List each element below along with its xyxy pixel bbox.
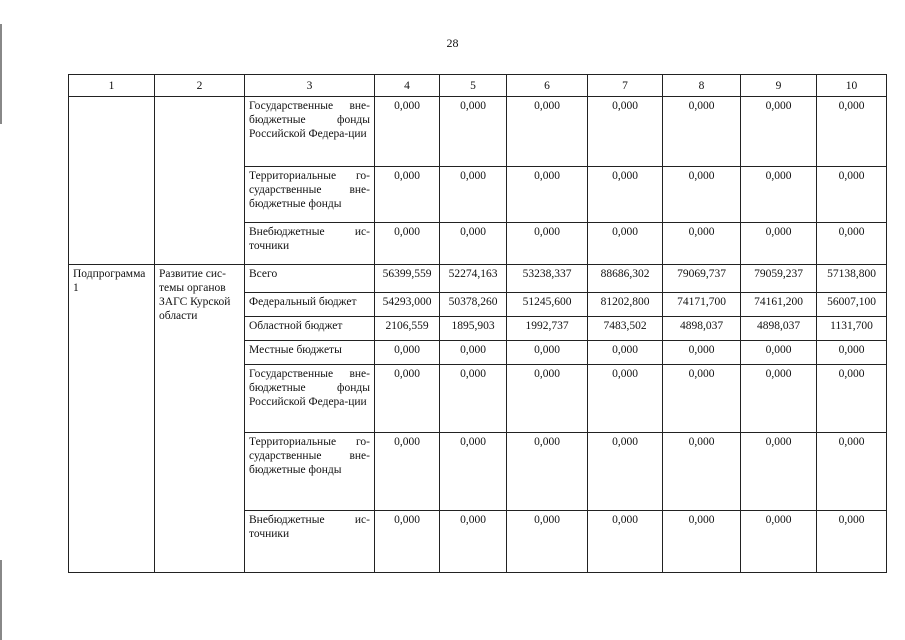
- value-cell: 0,000: [375, 167, 440, 223]
- column-header: 4: [375, 75, 440, 97]
- value-cell: 81202,800: [588, 293, 663, 317]
- name-cell-empty: [155, 97, 245, 265]
- row-label: Всего: [245, 265, 375, 293]
- row-label: Государственные вне-бюджетные фонды Российской Федера-ции: [245, 97, 375, 167]
- value-cell: 0,000: [440, 167, 507, 223]
- value-cell: 0,000: [741, 223, 817, 265]
- value-cell: 0,000: [817, 167, 887, 223]
- value-cell: 0,000: [817, 223, 887, 265]
- value-cell: 0,000: [817, 365, 887, 433]
- value-cell: 1992,737: [507, 317, 588, 341]
- value-cell: 0,000: [440, 511, 507, 573]
- column-header: 6: [507, 75, 588, 97]
- value-cell: 1895,903: [440, 317, 507, 341]
- value-cell: 0,000: [375, 223, 440, 265]
- row-label: Местные бюджеты: [245, 341, 375, 365]
- column-header: 3: [245, 75, 375, 97]
- row-label: Федеральный бюджет: [245, 293, 375, 317]
- value-cell: 0,000: [440, 365, 507, 433]
- value-cell: 79069,737: [663, 265, 741, 293]
- value-cell: 53238,337: [507, 265, 588, 293]
- scan-edge-mark: [0, 24, 2, 124]
- row-label: Областной бюджет: [245, 317, 375, 341]
- value-cell: 57138,800: [817, 265, 887, 293]
- value-cell: 0,000: [663, 433, 741, 511]
- value-cell: 0,000: [375, 433, 440, 511]
- column-header: 8: [663, 75, 741, 97]
- value-cell: 4898,037: [663, 317, 741, 341]
- value-cell: 54293,000: [375, 293, 440, 317]
- value-cell: 0,000: [440, 97, 507, 167]
- subprogram-status: Подпрограмма 1: [69, 265, 155, 573]
- value-cell: 0,000: [663, 167, 741, 223]
- value-cell: 0,000: [588, 223, 663, 265]
- value-cell: 0,000: [375, 365, 440, 433]
- row-label: Государственные вне-бюджетные фонды Российской Федера-ции: [245, 365, 375, 433]
- table-row: [69, 265, 887, 293]
- column-header: 1: [69, 75, 155, 97]
- value-cell: 0,000: [375, 511, 440, 573]
- value-cell: 1131,700: [817, 317, 887, 341]
- column-header-row: [69, 75, 887, 97]
- value-cell: 0,000: [440, 341, 507, 365]
- value-cell: 0,000: [817, 511, 887, 573]
- row-label: Внебюджетные ис-точники: [245, 223, 375, 265]
- status-cell-empty: [69, 97, 155, 265]
- column-header: 5: [440, 75, 507, 97]
- row-label: Территориальные го-сударственные вне-бюджетные фонды: [245, 167, 375, 223]
- value-cell: 0,000: [588, 341, 663, 365]
- value-cell: 0,000: [588, 167, 663, 223]
- budget-table: [68, 74, 887, 573]
- value-cell: 0,000: [507, 223, 588, 265]
- value-cell: 0,000: [741, 97, 817, 167]
- column-header: 9: [741, 75, 817, 97]
- subprogram-name: Развитие сис-темы органов ЗАГС Курской области: [155, 265, 245, 573]
- value-cell: 0,000: [507, 97, 588, 167]
- value-cell: 0,000: [440, 223, 507, 265]
- scan-edge-mark: [0, 560, 2, 640]
- value-cell: 56399,559: [375, 265, 440, 293]
- value-cell: 50378,260: [440, 293, 507, 317]
- value-cell: 88686,302: [588, 265, 663, 293]
- column-header: 2: [155, 75, 245, 97]
- value-cell: 0,000: [741, 365, 817, 433]
- value-cell: 0,000: [663, 511, 741, 573]
- value-cell: 0,000: [663, 341, 741, 365]
- value-cell: 0,000: [741, 167, 817, 223]
- value-cell: 0,000: [507, 341, 588, 365]
- value-cell: 0,000: [440, 433, 507, 511]
- value-cell: 51245,600: [507, 293, 588, 317]
- table-row: [69, 97, 887, 167]
- value-cell: 0,000: [375, 97, 440, 167]
- value-cell: 0,000: [507, 365, 588, 433]
- value-cell: 0,000: [817, 97, 887, 167]
- column-header: 7: [588, 75, 663, 97]
- value-cell: 0,000: [741, 341, 817, 365]
- value-cell: 74171,700: [663, 293, 741, 317]
- value-cell: 0,000: [817, 341, 887, 365]
- value-cell: 0,000: [663, 97, 741, 167]
- value-cell: 7483,502: [588, 317, 663, 341]
- value-cell: 52274,163: [440, 265, 507, 293]
- value-cell: 0,000: [588, 365, 663, 433]
- value-cell: 0,000: [375, 341, 440, 365]
- page-number: 28: [446, 36, 459, 50]
- value-cell: 4898,037: [741, 317, 817, 341]
- value-cell: 74161,200: [741, 293, 817, 317]
- value-cell: 0,000: [588, 511, 663, 573]
- value-cell: 0,000: [507, 433, 588, 511]
- value-cell: 0,000: [741, 433, 817, 511]
- value-cell: 0,000: [663, 365, 741, 433]
- value-cell: 0,000: [588, 97, 663, 167]
- value-cell: 2106,559: [375, 317, 440, 341]
- row-label: Внебюджетные ис-точники: [245, 511, 375, 573]
- row-label: Территориальные го-сударственные вне-бюджетные фонды: [245, 433, 375, 511]
- value-cell: 0,000: [507, 511, 588, 573]
- value-cell: 0,000: [741, 511, 817, 573]
- value-cell: 0,000: [663, 223, 741, 265]
- column-header: 10: [817, 75, 887, 97]
- value-cell: 0,000: [817, 433, 887, 511]
- value-cell: 56007,100: [817, 293, 887, 317]
- value-cell: 79059,237: [741, 265, 817, 293]
- value-cell: 0,000: [588, 433, 663, 511]
- value-cell: 0,000: [507, 167, 588, 223]
